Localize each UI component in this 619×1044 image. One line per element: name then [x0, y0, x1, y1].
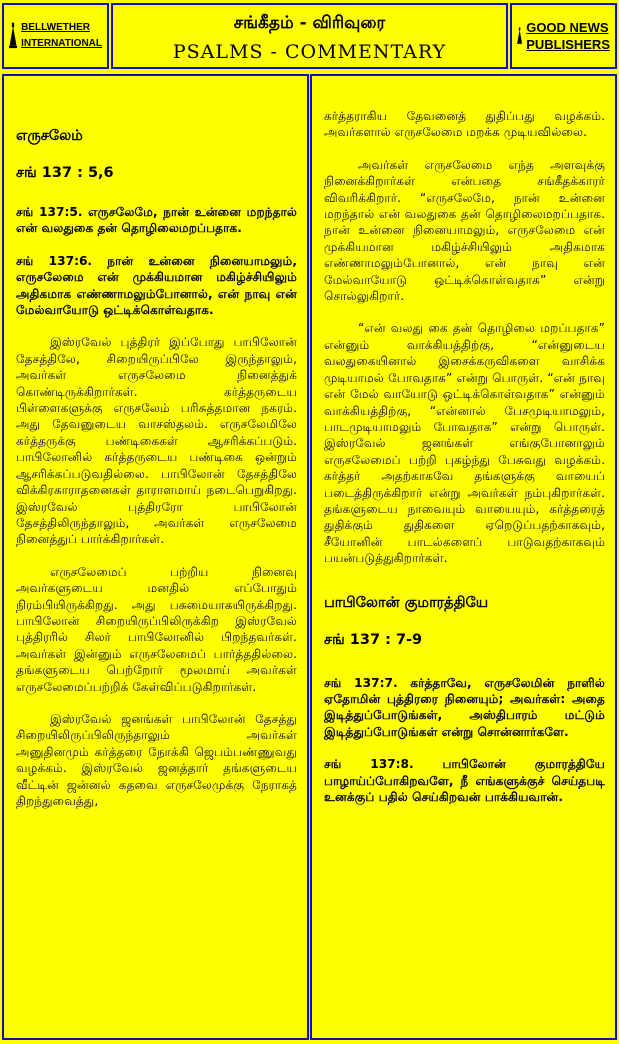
commentary-paragraph: “என் வலது கை தன் தொழிலை மறப்பதாக” என்னும் வாக்கியத்திற்கு, “என்னுடைய வலதுகையினால் இசைக்கருவிகளை வாசிக்க முடியாமல் போவதாக” என்று பொருள். “என் நாவு என் மேல் வாயோடு ஒட்டிக்கொள்வதாக” என்னும் வாக்கியத்திற்கு, “என்னால் பேசமுடியாமலும், பாடமுடியாமலும் போவதாக” என்று பொருள். இஸ்ரவேல் ஜனங்கள் எங்குபோனாலும் எருசலேமைப் பற்றி புகழ்ந்து பேசுவது வழக்கம். கர்த்தர் அதற்காகவே தங்களுக்கு வாயைப் படைத்திருக்கிறார் என்று அவர்கள் நம்புகிறார்கள். தங்களுடைய நாவையும் வாயையும், கர்த்தரைத் துதிக்கும் துதிகளை ஏறெடுப்பதற்காகவும், சீயோனின் பாடல்களைப் பாடுவதற்காகவும் பயன்படுத்துகிறார்கள். — [324, 321, 605, 566]
good-news-logo-icon — [517, 13, 522, 59]
logo-right-line1: GOOD NEWS — [526, 20, 609, 35]
left-column — [2, 74, 309, 1040]
section-reference-babylon: சங் 137 : 7-9 — [324, 631, 423, 648]
commentary-paragraph: இஸ்ரவேல் ஜனங்கள் பாபிலோன் தேசத்து சிறையிலிருப்பிலிருந்தாலும் அவர்கள் அனுதினமும் கர்த்தரை நோக்கி ஜெபம்பண்ணுவது வழக்கம். இஸ்ரவேல் ஜனத்தார் தங்களுடைய வீட்டின் ஜன்னல் கதவை எருசலேமுக்கு நேராகத் திறந்துவைத்து, — [16, 711, 297, 808]
verse-137-7: சங் 137:7. கர்த்தாவே, எருசலேமின் நாளில் ஏதோமின் புத்திரரை நினையும்; அவர்கள்: அதை இடித்துப்போடுங்கள், அஸ்திபாரம் மட்டும் இடித்துப்போடுங்கள் என்று சொன்னார்களே. — [324, 675, 605, 739]
title-box — [111, 3, 508, 69]
section-heading-jerusalem: எருசலேம் — [16, 128, 83, 144]
verse-137-6: சங் 137:6. நான் உன்னை நினையாமலும், எருசலேமை என் முக்கியமான மகிழ்ச்சியிலும் அதிகமாக எண்ணாமலும்போனால், என் நாவு என் மேல்வாயோடு ஒட்டிக்கொள்வதாக. — [16, 253, 297, 318]
verse-137-8: சங் 137:8. பாபிலோன் குமாரத்தியே பாழாய்ப்போகிறவளே, நீ எங்களுக்குச் செய்தபடி உனக்குப் பதில் செய்கிறவன் பாக்கியவான். — [324, 757, 605, 804]
logo-left-line1: BELLWETHER — [21, 22, 90, 33]
good-news-logo — [510, 3, 617, 69]
page-title-tamil: சங்கீதம் - விரிவுரை — [233, 13, 386, 33]
logo-right-line2: PUBLISHERS — [526, 37, 610, 52]
page-title-english: PSALMS - COMMENTARY — [172, 41, 447, 63]
right-column — [310, 74, 617, 1040]
commentary-paragraph: அவர்கள் எருசலேமை எந்த அளவுக்கு நினைக்கிறார்கள் என்பதை சங்கீதக்காரர் விவரிக்கிறார். “எருசலேமே, நான் உன்னை மறந்தால் என் வலதுகை தன் தொழிலைமறப்பதாக. நான் உன்னை நினையாமலும், எருசலேமை என் முக்கியமான மகிழ்ச்சியிலும் அதிகமாக எண்ணாமலும்போனால், என் நாவு என் மேல்வாயோடு ஒட்டிக்கொள்வதாக” என்று சொல்லுகிறார். — [324, 157, 605, 304]
commentary-paragraph: எருசலேமைப் பற்றிய நினைவு அவர்களுடைய மனதில் எப்போதும் நிரம்பியிருக்கிறது. அது பசுமையாகயிருக்கிறது. பாபிலோன் சிறையிருப்பிலிருக்கிற இஸ்ரவேல் புத்திரரில் சிலர் பாபிலோனில் பிறந்தவர்கள். அவர்கள் இன்னும் எருசலேமைப் பார்த்ததில்லை. தங்களுடைய பெற்றோர் மூலமாய் அவர்கள் எருசலேமைப்பற்றிக் கேள்விப்படுகிறார்கள். — [16, 564, 297, 694]
verse-137-5: சங் 137:5. எருசலேமே, நான் உன்னை மறந்தால் என் வலதுகை தன் தொழிலைமறப்பதாக. — [16, 205, 297, 236]
bellwether-logo-icon — [9, 13, 17, 59]
logo-left-line2: INTERNATIONAL — [21, 38, 102, 49]
commentary-paragraph: இஸ்ரவேல் புத்திரர் இப்போது பாபிலோன் தேசத்திலே, சிறையிருப்பிலே இருந்தாலும், அவர்கள் எருசலேமை நினைத்துக் கொண்டிருக்கிறார்கள். கர்த்தருடைய பிள்ளைகளுக்கு எருசலேம் பரிசுத்தமான நகரம். அது தேவனுடைய வாசஸ்தலம். எருசலேமிலே கர்த்தருக்கு பண்டிகைகள் ஆசரிக்கப்படும். பாபிலோனில் கர்த்தருடைய பண்டிகை ஒன்றும் ஆசரிக்கப்படுவதில்லை. பாபிலோன் தேசத்திலே விக்கிரகாராதனைகள் தாராளமாய் நடைபெறுகிறது. இஸ்ரவேல் புத்திரரோ பாபிலோன் தேசத்திலிருந்தாலும், அவர்கள் எருசலேமை நினைத்துப் பார்க்கிறார்கள். — [16, 335, 297, 547]
page-header — [0, 0, 619, 73]
commentary-paragraph: கர்த்தராகிய தேவனைத் துதிப்பது வழக்கம். அவர்களால் எருசலேமை மறக்க முடியவில்லை. — [324, 109, 605, 140]
section-heading-babylon: பாபிலோன் குமாரத்தியே — [324, 594, 489, 611]
section-reference-jerusalem: சங் 137 : 5,6 — [16, 165, 114, 181]
bellwether-logo — [2, 3, 109, 69]
